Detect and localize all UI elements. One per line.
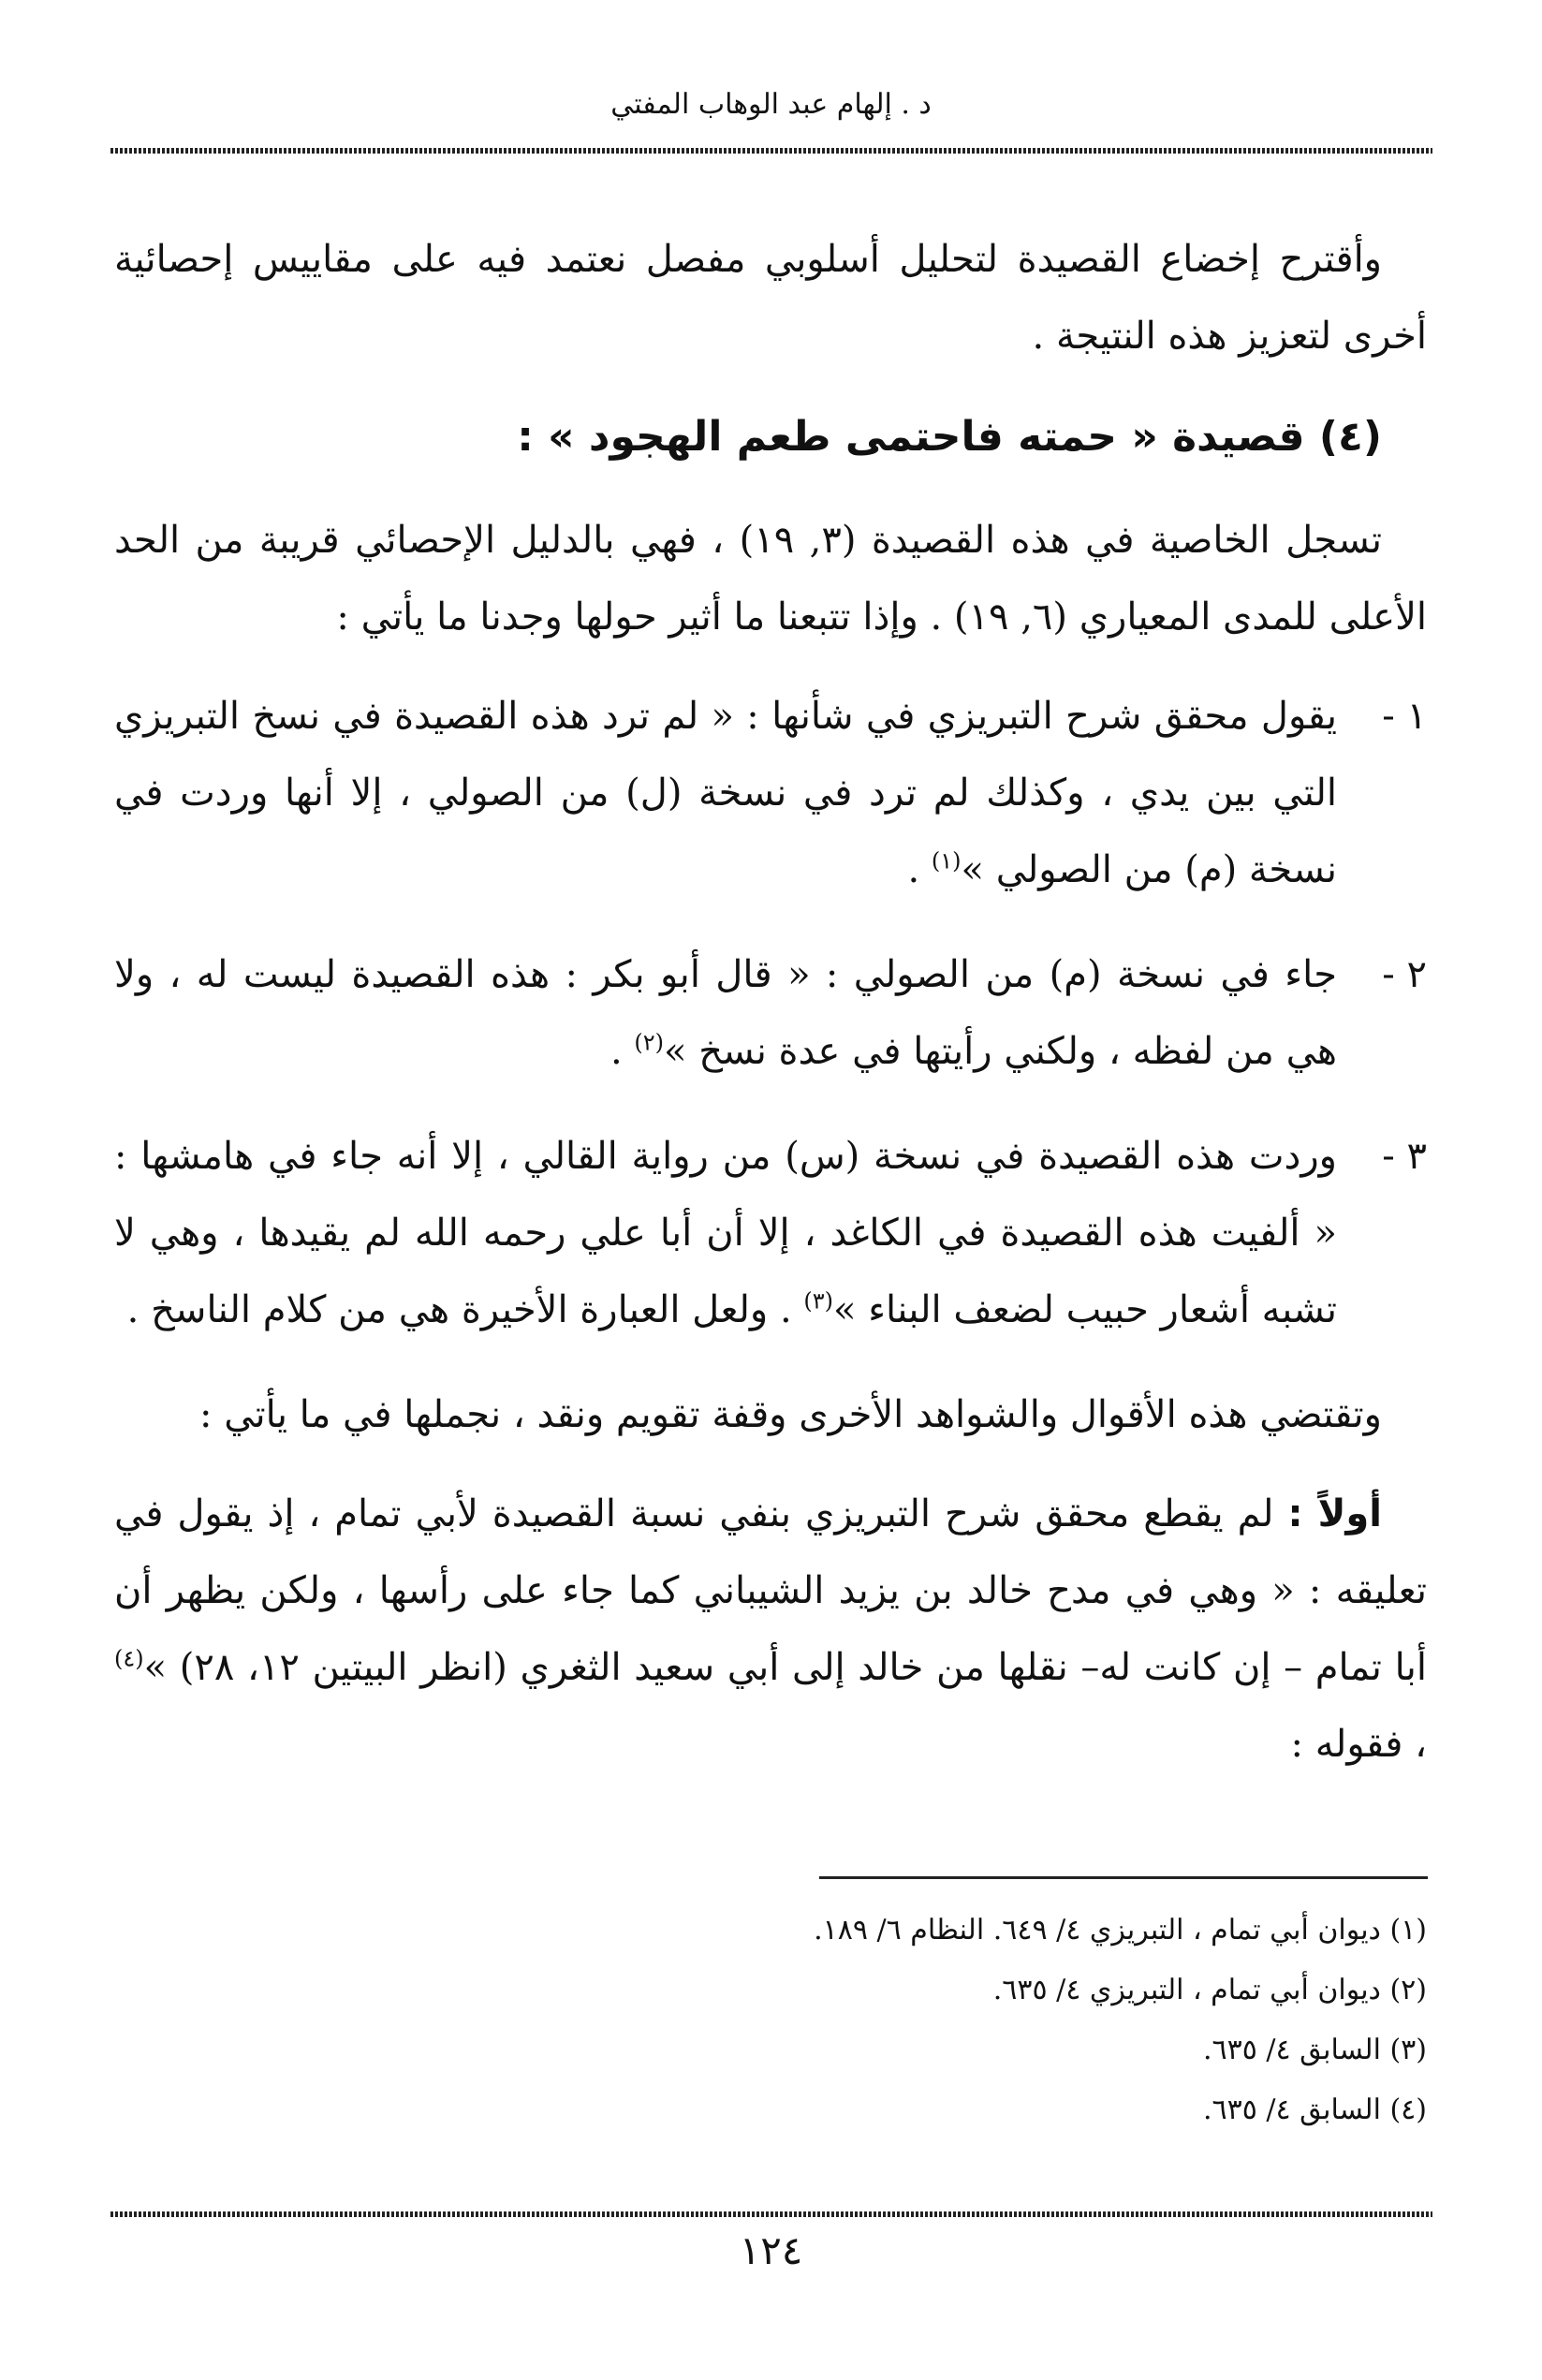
- footnote: (٤) السابق ٤/ ٦٣٥.: [1202, 2094, 1427, 2126]
- item-number: ١ -: [1382, 695, 1427, 738]
- footnote-ref: (١): [931, 847, 962, 874]
- footnote: (٣) السابق ٤/ ٦٣٥.: [1202, 2034, 1427, 2066]
- numbered-item-1: [114, 678, 1427, 908]
- footnote-separator: [819, 1876, 1428, 1879]
- summary-paragraph: وتقتضي هذه الأقوال والشواهد الأخرى وقفة تقويم ونقد ، نجملها في ما يأتي :: [199, 1393, 1382, 1436]
- first-point-paragraph: [114, 1476, 1427, 1783]
- footnote: (١) ديوان أبي تمام ، التبريزي ٤/ ٦٤٩. النظام ٦/ ١٨٩.: [814, 1914, 1427, 1947]
- item-number: ٣ -: [1382, 1135, 1427, 1178]
- item-number: ٢ -: [1382, 953, 1427, 996]
- running-header: د . إلهام عبد الوهاب المفتي: [610, 88, 932, 121]
- footer-rule: [110, 2211, 1432, 2217]
- item-tail: .: [609, 1030, 635, 1073]
- footnote-ref: (٢): [634, 1029, 665, 1056]
- statistics-paragraph: تسجل الخاصية في هذه القصيدة (٣, ١٩) ، فهي بالدليل الإحصائي قريبة من الحد الأعلى للمدى المعياري (٦, ١٩) . وإذا تتبعنا ما أثير حولها وجدنا ما يأتي :: [114, 519, 1427, 639]
- item-tail: . ولعل العبارة الأخيرة هي من كلام الناسخ .: [126, 1288, 804, 1331]
- first-point-text: لم يقطع محقق شرح التبريزي بنفي نسبة القصيدة لأبي تمام ، إذ يقول في تعليقه : « وهي في مدح خالد بن يزيد الشيباني كما جاء على رأسها ، ولكن يظهر أن أبا تمام – إن كانت له– نقلها من خالد إلى أبي سعيد الثغري (انظر البيتين ١٢، ٢٨) »: [114, 1492, 1427, 1689]
- item-tail: .: [907, 848, 932, 891]
- footnote: (٢) ديوان أبي تمام ، التبريزي ٤/ ٦٣٥.: [992, 1974, 1427, 2006]
- item-text: جاء في نسخة (م) من الصولي : « قال أبو بكر : هذه القصيدة ليست له ، ولا هي من لفظه ، ولكني رأيتها في عدة نسخ »: [114, 953, 1337, 1073]
- first-point-label: أولاً :: [1287, 1492, 1382, 1535]
- numbered-item-2: [114, 936, 1427, 1090]
- footnote-ref: (٤): [114, 1645, 144, 1672]
- main-text: [114, 221, 1427, 1783]
- first-point-tail: ، فقوله :: [1290, 1723, 1427, 1766]
- section-heading: (٤) قصيدة « حمته فاحتمى طعم الهجود » :: [517, 413, 1382, 461]
- numbered-item-3: [114, 1118, 1427, 1348]
- item-text: وردت هذه القصيدة في نسخة (س) من رواية القالي ، إلا أنه جاء في هامشها : « ألفيت هذه القصيدة في الكاغد ، إلا أن أبا علي رحمه الله لم يقيدها ، وهي لا تشبه أشعار حبيب لضعف البناء »: [114, 1135, 1337, 1331]
- footnote-ref: (٣): [803, 1287, 834, 1315]
- header-rule: [110, 148, 1432, 154]
- footnotes: [114, 1901, 1427, 2140]
- page-number: ١٢٤: [739, 2227, 803, 2273]
- intro-paragraph: وأقترح إخضاع القصيدة لتحليل أسلوبي مفصل نعتمد فيه على مقاييس إحصائية أخرى لتعزيز هذه النتيجة .: [114, 238, 1427, 358]
- item-text: يقول محقق شرح التبريزي في شأنها : « لم ترد هذه القصيدة في نسخ التبريزي التي بين يدي ، وكذلك لم ترد في نسخة (ل) من الصولي ، إلا أنها وردت في نسخة (م) من الصولي »: [114, 695, 1337, 891]
